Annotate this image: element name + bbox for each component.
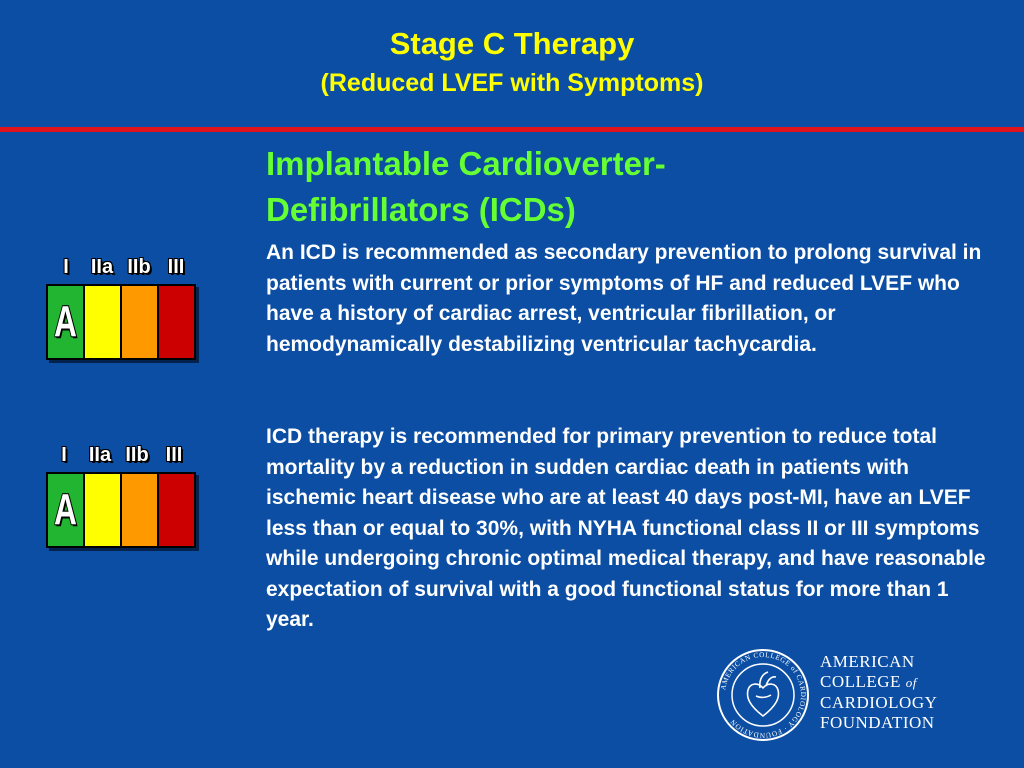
class-III-cell: [159, 286, 194, 358]
logo-wordmark: [820, 652, 937, 733]
class-IIb-cell: [122, 474, 159, 546]
class-IIa-cell: [85, 474, 122, 546]
evidence-level: A: [54, 485, 77, 534]
logo-line-4: FOUNDATION: [820, 713, 935, 732]
section-heading: [266, 141, 986, 233]
recommendation-text-2: ICD therapy is recommended for primary prevention to reduce total mortality by a reduction in sudden cardiac death in patients with ischemic heart disease who are at least 40 days post-MI, have an LVEF less than or equal to 30%, with NYHA functional class II or III symptoms while undergoing chronic optimal medical therapy, and have reasonable expectation of survival with a good functional status for more than 1 year.: [266, 425, 986, 631]
acc-foundation-logo: [716, 648, 956, 746]
logo-line-2: [820, 672, 937, 693]
class-label-IIa: IIa: [90, 256, 114, 278]
title-block: [0, 26, 1024, 98]
class-label-III: III: [167, 256, 185, 278]
recommendation-class-box-1: [46, 254, 196, 360]
recommendation-class-box-2: [46, 442, 196, 548]
class-label-IIb: IIb: [127, 256, 151, 278]
class-I-cell: [48, 474, 85, 546]
logo-line-1: AMERICAN: [820, 652, 915, 671]
slide-title: Stage C Therapy: [389, 26, 635, 61]
class-label-I: I: [63, 256, 69, 278]
slide-subtitle: (Reduced LVEF with Symptoms): [320, 69, 704, 97]
class-IIa-cell: [85, 286, 122, 358]
acc-seal-icon: [716, 648, 810, 742]
logo-line-2a: COLLEGE: [820, 672, 901, 691]
class-color-bar: [46, 472, 196, 548]
class-IIb-cell: [122, 286, 159, 358]
class-labels: [46, 254, 196, 284]
class-I-cell: [48, 286, 85, 358]
logo-line-2b: of: [905, 675, 917, 690]
class-III-cell: [159, 474, 194, 546]
class-label-I: I: [61, 444, 67, 466]
logo-line-3: CARDIOLOGY: [820, 693, 938, 712]
class-labels: [46, 442, 196, 472]
class-label-III: III: [165, 444, 183, 466]
title-divider: [0, 127, 1024, 132]
section-heading-line1: Implantable Cardioverter-: [266, 145, 666, 182]
recommendation-text-1: An ICD is recommended as secondary prevention to prolong survival in patients with current or prior symptoms of HF and reduced LVEF who have a history of cardiac arrest, ventricular fibrillation, or hemodynamically destabilizing ventricular tachycardia.: [266, 241, 982, 356]
section-heading-line2: Defibrillators (ICDs): [266, 191, 576, 228]
seal-text: AMERICAN COLLEGE of CARDIOLOGY · FOUNDATION: [719, 650, 808, 740]
class-label-IIa: IIa: [88, 444, 112, 466]
class-color-bar: [46, 284, 196, 360]
class-label-IIb: IIb: [125, 444, 149, 466]
evidence-level: A: [54, 297, 77, 346]
